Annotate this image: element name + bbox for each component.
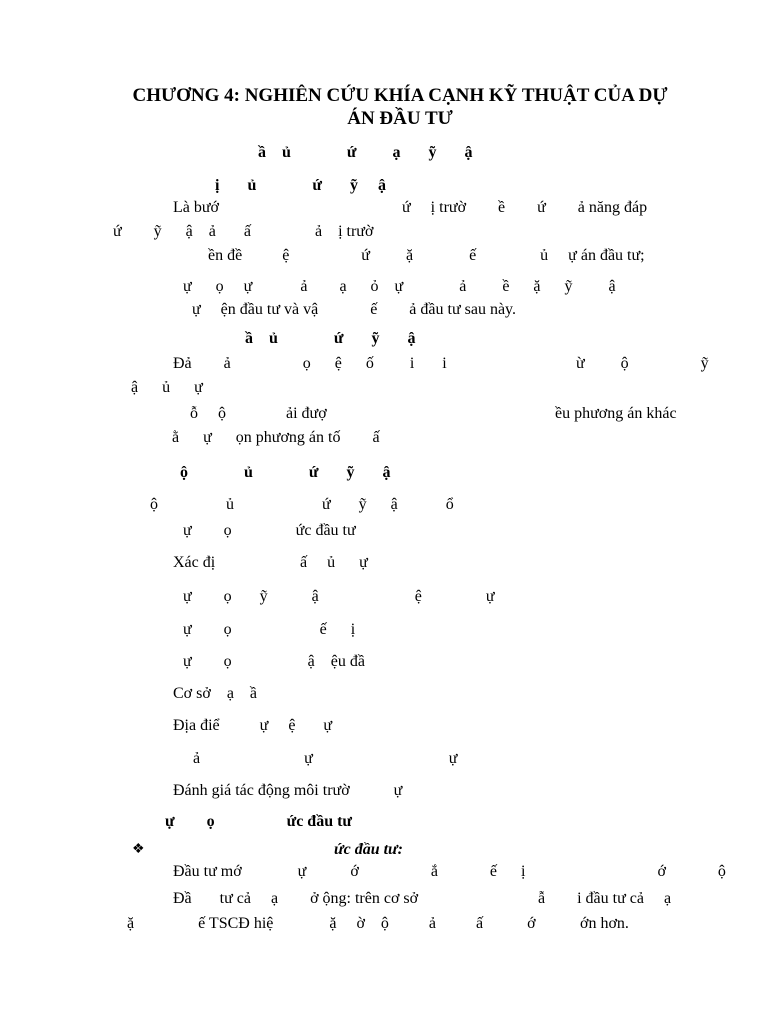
text-line-27: Đánh giá tác động môi trườ ự <box>173 782 403 799</box>
text-line-26: ả ự ự <box>193 750 458 767</box>
text-line-17: ộ ủ ứ ỹ ậ ổ <box>150 496 454 513</box>
text-line-10: Đả ả ọ ệ ố i i <box>173 355 447 372</box>
text-line-32: ẫ i đầu tư cả ạ <box>538 890 672 907</box>
text-line-6: ền đề ệ ứ ặ ế ủ ự án đầu tư; <box>208 247 645 264</box>
text-line-13: ỗ ộ ải đượ <box>190 405 327 422</box>
text-line-5: ứ ỹ ậ ả ấ ả ị trườ <box>113 223 374 240</box>
text-line-4: ứ ị trườ ề ứ ả năng đáp <box>402 199 648 216</box>
text-line-34: ớn hơn. <box>580 915 629 932</box>
text-line-23: ự ọ ậ ệu đầ <box>183 653 365 670</box>
text-line-11: ừ ộ ỹ <box>576 355 709 372</box>
text-line-21: ự ọ ỹ ậ ệ ự <box>183 588 495 605</box>
text-line-3: Là bướ <box>173 199 220 216</box>
text-line-31: Đầ tư cả ạ ở ộng: trên cơ sở <box>173 890 419 907</box>
text-line-2: ị ủ ứ ỹ ậ <box>215 177 386 194</box>
text-line-1: ầ ủ ứ ạ ỹ ậ <box>258 144 473 161</box>
diamond-bullet-icon: ❖ <box>132 842 145 857</box>
text-line-22: ự ọ ế ị <box>183 621 356 638</box>
text-line-16: ộ ủ ứ ỹ ậ <box>180 464 391 481</box>
text-line-24: Cơ sở ạ ầ <box>173 685 258 702</box>
text-line-9: ầ ủ ứ ỹ ậ <box>245 330 416 347</box>
text-line-19: Xác đị <box>173 554 216 571</box>
chapter-title-line-1: CHƯƠNG 4: NGHIÊN CỨU KHÍA CẠNH KỸ THUẬT CỦA DỰ <box>132 85 668 106</box>
text-line-12: ậ ủ ự <box>131 379 203 396</box>
text-line-8: ự ện đầu tư và vậ ế ả đầu tư sau này. <box>192 301 517 318</box>
text-line-33: ặ ế TSCĐ hiệ ặ ờ ộ ả ấ ớ <box>127 915 536 932</box>
text-line-14: ều phương án khác <box>555 405 677 422</box>
text-line-28: ự ọ ức đầu tư <box>165 813 353 830</box>
text-line-15: ằ ự ọn phương án tố ấ <box>172 429 380 446</box>
text-line-18: ự ọ ức đầu tư <box>183 522 356 539</box>
chapter-title-line-2: ÁN ĐẦU TƯ <box>347 108 453 129</box>
text-line-20: ấ ủ ự <box>300 554 368 571</box>
text-line-30: Đầu tư mớ ự ớ ắ ế ị ớ ộ <box>173 863 726 880</box>
text-line-25: Địa điể ự ệ ự <box>173 717 333 734</box>
text-line-29: ức đầu tư: <box>334 841 403 858</box>
text-line-7: ự ọ ự ả ạ ỏ ự ả ề ặ ỹ ậ <box>183 278 616 295</box>
